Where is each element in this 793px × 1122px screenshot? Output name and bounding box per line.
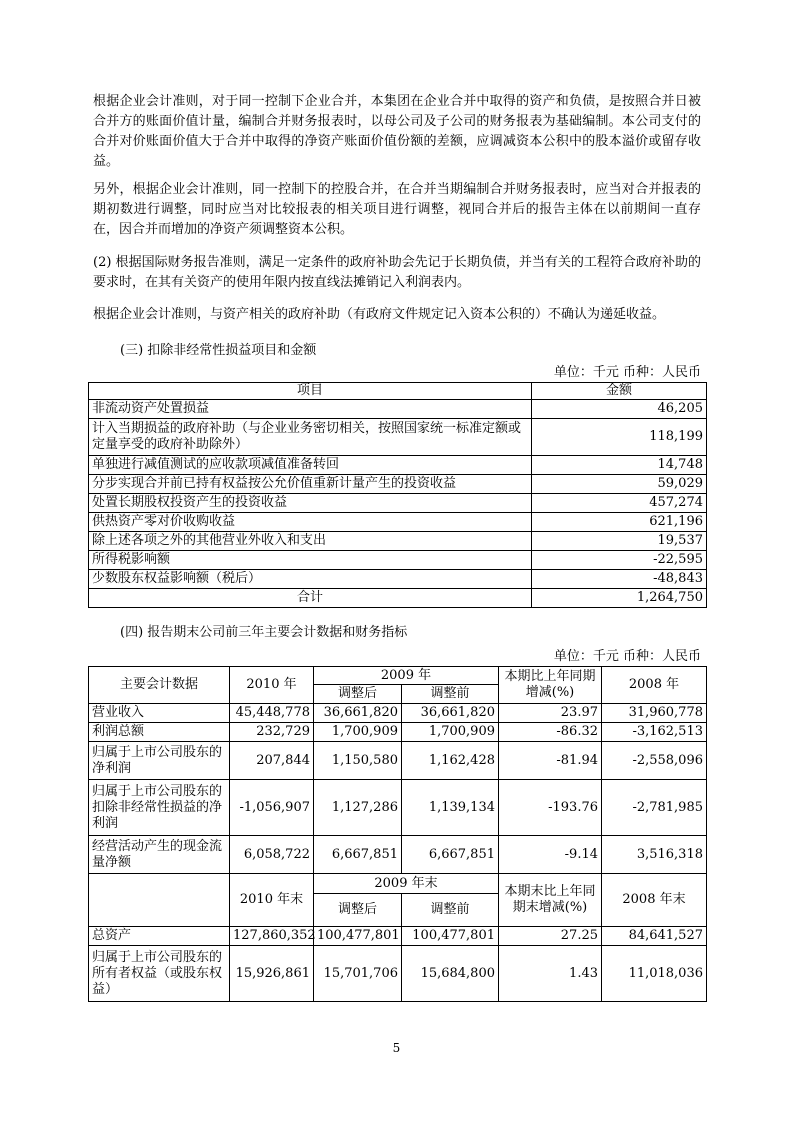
cell-2008: 3,516,318: [602, 836, 707, 874]
header-2008-end: 2008 年末: [602, 874, 707, 927]
header-main-data: 主要会计数据: [89, 667, 230, 704]
cell-change: 23.97: [499, 704, 602, 723]
cell-change: 27.25: [499, 927, 602, 946]
cell-adjusted: 1,127,286: [314, 780, 402, 836]
cell-2008: 84,641,527: [602, 927, 707, 946]
row-label: 归属于上市公司股东的净利润: [89, 742, 230, 780]
row-item: 除上述各项之外的其他营业外收入和支出: [89, 532, 532, 551]
row-label: 归属于上市公司股东的所有者权益（或股东权益）: [89, 946, 230, 1002]
row-amount: -22,595: [532, 551, 707, 570]
table-row: [89, 836, 707, 874]
page-number: 5: [392, 1041, 401, 1055]
row-item: 供热资产零对价收购收益: [89, 513, 532, 532]
header-2009-end: 2009 年末: [314, 874, 499, 894]
paragraph-3: (2) 根据国际财务报告准则，满足一定条件的政府补助会先记于长期负债，并当有关的工程符合政府补助的要求时，在其有关资产的使用年限内按直线法摊销记入利润表内。: [93, 255, 701, 290]
table-total-row: [89, 589, 707, 608]
header-row-2: [89, 874, 707, 894]
row-amount: 14,748: [532, 456, 707, 475]
cell-adjusted: 1,150,580: [314, 742, 402, 780]
paragraph-1: 根据企业会计准则，对于同一控制下企业合并，本集团在企业合并中取得的资产和负债，是按照合并日被合并方的账面价值计量，编制合并财务报表时，以母公司及子公司的财务报表为基础编制。本公司支付的合并对价账面价值大于合并中取得的净资产账面价值份额的差额，应调减资本公积中的股本溢价或留存收益。: [93, 94, 701, 169]
cell-adjusted: 36,661,820: [314, 704, 402, 723]
row-label: 营业收入: [89, 704, 230, 723]
header-pre-adjusted: 调整前: [402, 894, 499, 927]
table-row: [89, 456, 707, 475]
cell-pre-adjusted: 6,667,851: [402, 836, 499, 874]
cell-pre-adjusted: 100,477,801: [402, 927, 499, 946]
cell-2010: 15,926,861: [230, 946, 314, 1002]
row-label: 经营活动产生的现金流量净额: [89, 836, 230, 874]
table-row: [89, 551, 707, 570]
cell-adjusted: 1,700,909: [314, 723, 402, 742]
table-row: [89, 475, 707, 494]
row-item: 处置长期股权投资产生的投资收益: [89, 494, 532, 513]
cell-change: -86.32: [499, 723, 602, 742]
cell-2010: 232,729: [230, 723, 314, 742]
header-2009: 2009 年: [314, 667, 499, 685]
section-3-title: (三) 扣除非经常性损益项目和金额: [120, 343, 317, 358]
row-label: 总资产: [89, 927, 230, 946]
cell-change: -9.14: [499, 836, 602, 874]
cell-adjusted: 6,667,851: [314, 836, 402, 874]
cell-pre-adjusted: 1,139,134: [402, 780, 499, 836]
row-item: 少数股东权益影响额（税后）: [89, 570, 532, 589]
cell-2008: 31,960,778: [602, 704, 707, 723]
table-row: [89, 400, 707, 419]
cell-2008: -2,558,096: [602, 742, 707, 780]
table-row: [89, 570, 707, 589]
cell-pre-adjusted: 1,700,909: [402, 723, 499, 742]
table-row: [89, 419, 707, 456]
row-item: 单独进行减值测试的应收款项减值准备转回: [89, 456, 532, 475]
row-amount: -48,843: [532, 570, 707, 589]
header-2008: 2008 年: [602, 667, 707, 704]
table-row: [89, 704, 707, 723]
header-2010: 2010 年: [230, 667, 314, 704]
table-header-row: [89, 383, 707, 400]
cell-2010: 45,448,778: [230, 704, 314, 723]
row-amount: 621,196: [532, 513, 707, 532]
section-3-unit: 单位：千元 币种：人民币: [553, 365, 701, 380]
table-row: [89, 513, 707, 532]
row-amount: 46,205: [532, 400, 707, 419]
section-4-title: (四) 报告期末公司前三年主要会计数据和财务指标: [120, 625, 408, 640]
paragraph-2: 另外，根据企业会计准则，同一控制下的控股合并，在合并当期编制合并财务报表时，应当对合并报表的期初数进行调整，同时应当对比较报表的相关项目进行调整，视同合并后的报告主体在以前期间一直存在，因合并而增加的净资产须调整资本公积。: [93, 182, 701, 237]
cell-change: -81.94: [499, 742, 602, 780]
table-row: [89, 927, 707, 946]
table-row: [89, 532, 707, 551]
cell-2008: 11,018,036: [602, 946, 707, 1002]
cell-2010: 6,058,722: [230, 836, 314, 874]
row-label: 归属于上市公司股东的扣除非经常性损益的净利润: [89, 780, 230, 836]
cell-pre-adjusted: 1,162,428: [402, 742, 499, 780]
header-row-1: [89, 667, 707, 685]
row-item: 分步实现合并前已持有权益按公允价值重新计量产生的投资收益: [89, 475, 532, 494]
table-row: [89, 780, 707, 836]
row-amount: 457,274: [532, 494, 707, 513]
header-empty: [89, 874, 230, 927]
header-adjusted: 调整后: [314, 685, 402, 704]
cell-adjusted: 15,701,706: [314, 946, 402, 1002]
header-amount: 金额: [532, 383, 707, 400]
cell-2008: -3,162,513: [602, 723, 707, 742]
header-change: 本期比上年同期增减(%): [499, 667, 602, 704]
cell-change: -193.76: [499, 780, 602, 836]
header-item: 项目: [89, 383, 532, 400]
cell-2008: -2,781,985: [602, 780, 707, 836]
section-4-unit: 单位：千元 币种：人民币: [553, 649, 701, 664]
row-item: 计入当期损益的政府补助（与企业业务密切相关，按照国家统一标准定额或定量享受的政府补助除外）: [89, 419, 532, 456]
row-item: 所得税影响额: [89, 551, 532, 570]
header-adjusted: 调整后: [314, 894, 402, 927]
cell-adjusted: 100,477,801: [314, 927, 402, 946]
row-amount: 59,029: [532, 475, 707, 494]
cell-2010: -1,056,907: [230, 780, 314, 836]
cell-pre-adjusted: 36,661,820: [402, 704, 499, 723]
header-change-end: 本期末比上年同期末增减(%): [499, 874, 602, 927]
financial-data-table: [88, 666, 707, 1002]
row-label: 利润总额: [89, 723, 230, 742]
table-row: [89, 946, 707, 1002]
nonrecurring-items-table: [88, 382, 707, 608]
total-label: 合计: [89, 589, 532, 608]
cell-2010: 127,860,352: [230, 927, 314, 946]
header-2010-end: 2010 年末: [230, 874, 314, 927]
row-amount: 19,537: [532, 532, 707, 551]
total-amount: 1,264,750: [532, 589, 707, 608]
cell-pre-adjusted: 15,684,800: [402, 946, 499, 1002]
row-item: 非流动资产处置损益: [89, 400, 532, 419]
table-row: [89, 723, 707, 742]
table-row: [89, 742, 707, 780]
cell-2010: 207,844: [230, 742, 314, 780]
table-row: [89, 494, 707, 513]
cell-change: 1.43: [499, 946, 602, 1002]
paragraph-4: 根据企业会计准则，与资产相关的政府补助（有政府文件规定记入资本公积的）不确认为递延收益。: [93, 307, 666, 322]
row-amount: 118,199: [532, 419, 707, 456]
header-pre-adjusted: 调整前: [402, 685, 499, 704]
